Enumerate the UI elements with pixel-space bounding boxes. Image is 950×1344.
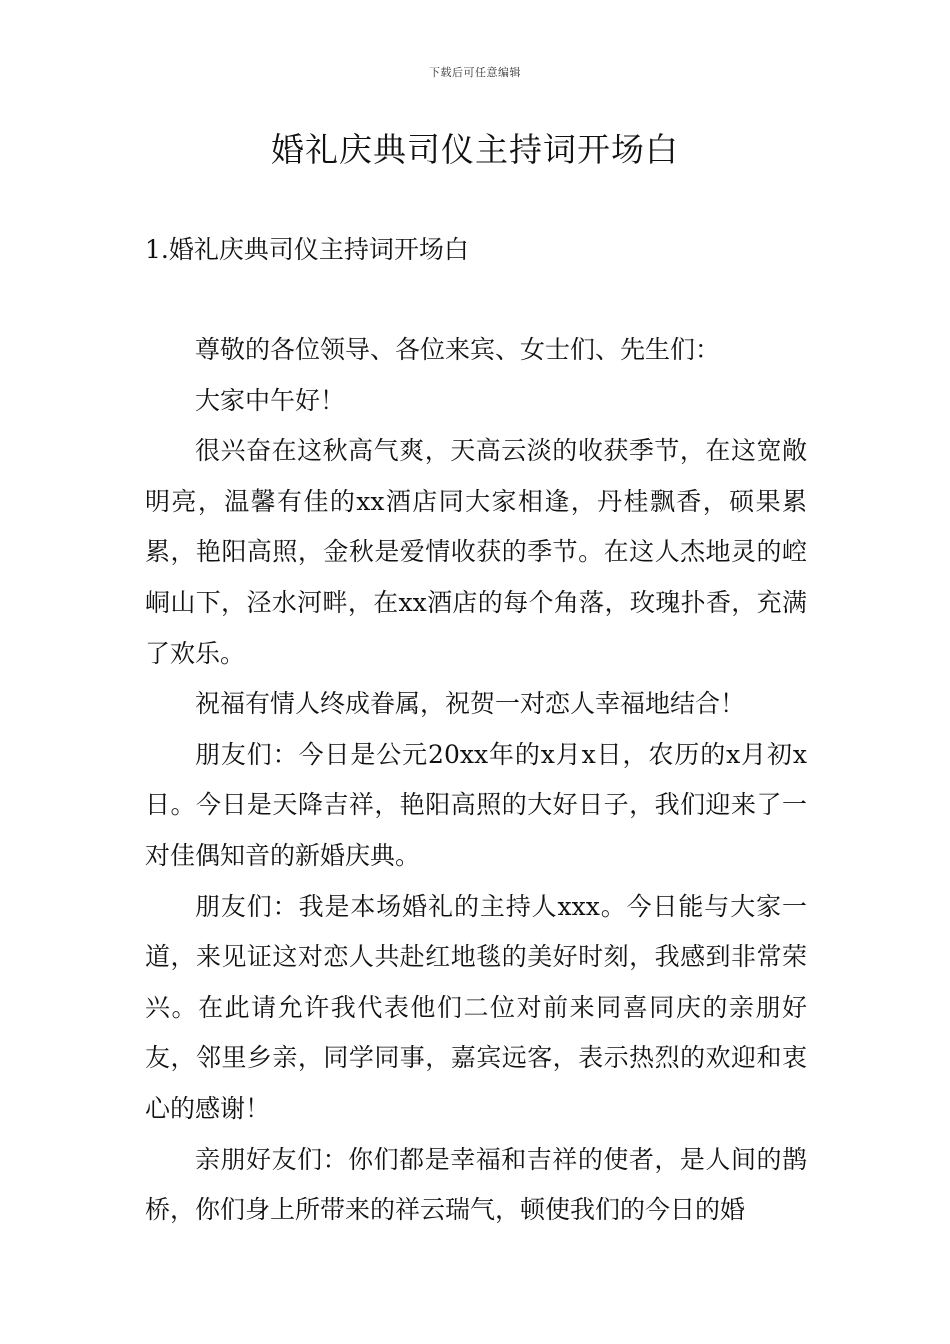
paragraph-salutation: 尊敬的各位领导、各位来宾、女士们、先生们： xyxy=(195,335,721,364)
paragraph-season: 很兴奋在这秋高气爽，天高云淡的收获季节，在这宽敞明亮，温馨有佳的xx酒店同大家相逢，丹桂飘香，硕果累累，艳阳高照，金秋是爱情收获的季节。在这人杰地灵的崆峒山下，泾水河畔，在xx酒店的每个角落，玫瑰扑香，充满了欢乐。 xyxy=(145,436,807,668)
section-heading: 1.婚礼庆典司仪主持词开场白 xyxy=(145,235,469,264)
paragraph-date: 朋友们：今日是公元20xx年的x月x日，农历的x月初x日。今日是天降吉祥，艳阳高照的大好日子，我们迎来了一对佳偶知音的新婚庆典。 xyxy=(145,739,807,870)
header-note: 下载后可任意编辑 xyxy=(429,66,521,79)
paragraph-greeting: 大家中午好！ xyxy=(195,385,346,415)
paragraph-blessing: 祝福有情人终成眷属，祝贺一对恋人幸福地结合！ xyxy=(195,689,746,719)
paragraph-host-intro: 朋友们：我是本场婚礼的主持人xxx。今日能与大家一道，来见证这对恋人共赴红地毯的美好时刻，我感到非常荣兴。在此请允许我代表他们二位对前来同喜同庆的亲朋好友，邻里乡亲，同学同事，嘉宾远客，表示热烈的欢迎和衷心的感谢！ xyxy=(145,891,807,1123)
paragraph-guests: 亲朋好友们：你们都是幸福和吉祥的使者，是人间的鹊桥，你们身上所带来的祥云瑞气，顿使我们的今日的婚 xyxy=(145,1144,807,1225)
document-title: 婚礼庆典司仪主持词开场白 xyxy=(271,130,679,169)
document-body xyxy=(145,325,807,1236)
